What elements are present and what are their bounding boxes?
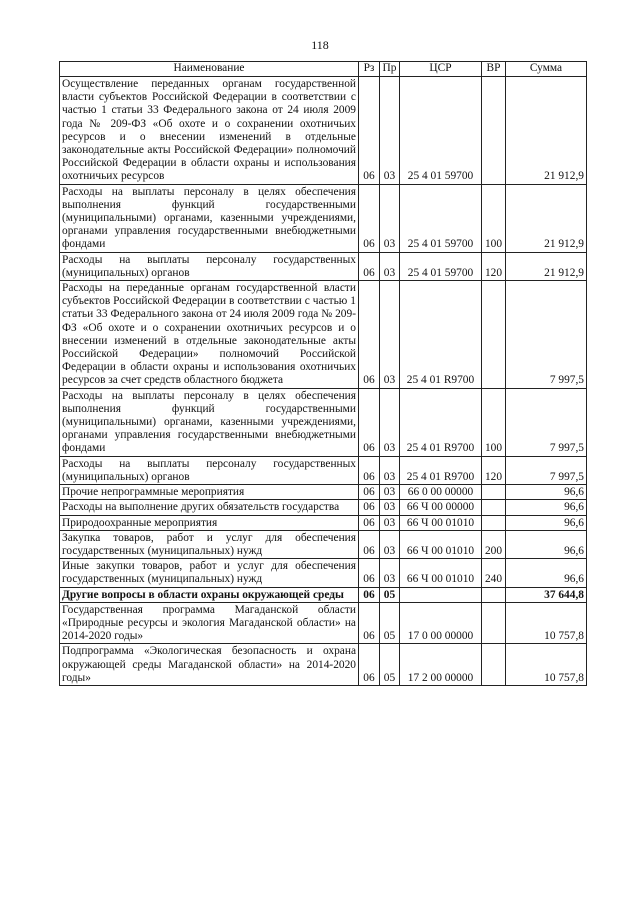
cell-rz: 06	[359, 644, 380, 686]
cell-vr	[482, 77, 506, 185]
cell-csr: 66 Ч 00 00000	[400, 500, 482, 515]
cell-vr: 240	[482, 559, 506, 587]
cell-vr: 200	[482, 530, 506, 558]
cell-vr	[482, 485, 506, 500]
cell-rz: 06	[359, 530, 380, 558]
cell-vr	[482, 281, 506, 389]
cell-name: Осуществление переданных органам государственной власти субъектов Российской Федерации в соответствии с частью 1 статьи 33 Федерального закона от 24 июля 2009 года № 209-ФЗ «Об охоте и о сохранении охотничьих ресурсов и о внесении изменений в отдельные законодательные акты Российской Федерации» полномочий Российской Федерации в области охраны и использования охотничьих ресурсов	[60, 77, 359, 185]
cell-sum: 7 997,5	[506, 281, 587, 389]
cell-pr: 03	[380, 485, 400, 500]
cell-rz: 06	[359, 456, 380, 484]
cell-csr: 25 4 01 59700	[400, 184, 482, 252]
table-row	[60, 485, 587, 500]
header-name: Наименование	[60, 62, 359, 77]
cell-csr: 66 0 00 00000	[400, 485, 482, 500]
cell-rz: 06	[359, 559, 380, 587]
cell-rz: 06	[359, 587, 380, 602]
table-body	[60, 77, 587, 686]
cell-csr: 66 Ч 00 01010	[400, 530, 482, 558]
table-row	[60, 184, 587, 252]
cell-csr: 17 0 00 00000	[400, 602, 482, 644]
cell-pr: 05	[380, 602, 400, 644]
cell-vr	[482, 587, 506, 602]
table-row	[60, 559, 587, 587]
cell-rz: 06	[359, 602, 380, 644]
cell-vr: 100	[482, 388, 506, 456]
cell-csr: 25 4 01 59700	[400, 77, 482, 185]
table-row	[60, 500, 587, 515]
cell-sum: 96,6	[506, 500, 587, 515]
cell-name: Расходы на переданные органам государственной власти субъектов Российской Федерации в соответствии с частью 1 статьи 33 Федерального закона от 24 июля 2009 года № 209-ФЗ «Об охоте и о сохранении охотничьих ресурсов и о внесении изменений в отдельные законодательные акты Российской Федерации» полномочий Российской Федерации в области охраны и использования охотничьих ресурсов за счет средств областного бюджета	[60, 281, 359, 389]
cell-sum: 96,6	[506, 485, 587, 500]
cell-sum: 10 757,8	[506, 644, 587, 686]
header-pr: Пр	[380, 62, 400, 77]
header-sum: Сумма	[506, 62, 587, 77]
page-number: 118	[311, 38, 329, 52]
cell-sum: 96,6	[506, 515, 587, 530]
cell-rz: 06	[359, 77, 380, 185]
cell-pr: 03	[380, 500, 400, 515]
cell-csr: 25 4 01 R9700	[400, 281, 482, 389]
cell-vr	[482, 602, 506, 644]
cell-pr: 03	[380, 456, 400, 484]
cell-vr	[482, 644, 506, 686]
cell-name: Закупка товаров, работ и услуг для обеспечения государственных (муниципальных) нужд	[60, 530, 359, 558]
budget-table	[59, 61, 587, 686]
cell-sum: 96,6	[506, 559, 587, 587]
cell-rz: 06	[359, 485, 380, 500]
cell-pr: 03	[380, 184, 400, 252]
cell-vr: 120	[482, 252, 506, 280]
cell-pr: 03	[380, 77, 400, 185]
cell-pr: 03	[380, 515, 400, 530]
cell-name: Расходы на выплаты персоналу в целях обеспечения выполнения функций государственными (муниципальными) органами, казенными учреждениями, органами управления государственными внебюджетными фондами	[60, 184, 359, 252]
cell-pr: 05	[380, 644, 400, 686]
table-row	[60, 252, 587, 280]
table-row	[60, 587, 587, 602]
cell-csr: 25 4 01 59700	[400, 252, 482, 280]
cell-name: Расходы на выплаты персоналу государственных (муниципальных) органов	[60, 456, 359, 484]
cell-sum: 21 912,9	[506, 184, 587, 252]
cell-rz: 06	[359, 515, 380, 530]
header-rz: Рз	[359, 62, 380, 77]
cell-sum: 96,6	[506, 530, 587, 558]
cell-sum: 37 644,8	[506, 587, 587, 602]
cell-rz: 06	[359, 281, 380, 389]
cell-csr: 17 2 00 00000	[400, 644, 482, 686]
cell-vr: 100	[482, 184, 506, 252]
cell-pr: 03	[380, 252, 400, 280]
cell-vr: 120	[482, 456, 506, 484]
cell-sum: 21 912,9	[506, 77, 587, 185]
cell-rz: 06	[359, 500, 380, 515]
cell-csr: 25 4 01 R9700	[400, 388, 482, 456]
cell-pr: 03	[380, 530, 400, 558]
cell-name: Расходы на выполнение других обязательств государства	[60, 500, 359, 515]
cell-name: Другие вопросы в области охраны окружающей среды	[60, 587, 359, 602]
cell-sum: 10 757,8	[506, 602, 587, 644]
cell-rz: 06	[359, 184, 380, 252]
table-row	[60, 515, 587, 530]
cell-sum: 7 997,5	[506, 388, 587, 456]
cell-csr: 66 Ч 00 01010	[400, 559, 482, 587]
cell-name: Подпрограмма «Экологическая безопасность и охрана окружающей среды Магаданской области» на 2014-2020 годы»	[60, 644, 359, 686]
cell-name: Природоохранные мероприятия	[60, 515, 359, 530]
cell-name: Иные закупки товаров, работ и услуг для обеспечения государственных (муниципальных) нужд	[60, 559, 359, 587]
header-vr: ВР	[482, 62, 506, 77]
cell-name: Расходы на выплаты персоналу государственных (муниципальных) органов	[60, 252, 359, 280]
table-row	[60, 388, 587, 456]
cell-rz: 06	[359, 388, 380, 456]
table-header-row	[60, 62, 587, 77]
header-csr: ЦСР	[400, 62, 482, 77]
cell-name: Государственная программа Магаданской области «Природные ресурсы и экология Магаданской области» на 2014-2020 годы»	[60, 602, 359, 644]
table-row	[60, 281, 587, 389]
cell-pr: 05	[380, 587, 400, 602]
table-row	[60, 456, 587, 484]
cell-sum: 21 912,9	[506, 252, 587, 280]
cell-pr: 03	[380, 388, 400, 456]
table-row	[60, 602, 587, 644]
cell-sum: 7 997,5	[506, 456, 587, 484]
cell-name: Расходы на выплаты персоналу в целях обеспечения выполнения функций государственными (муниципальными) органами, казенными учреждениями, органами управления государственными внебюджетными фондами	[60, 388, 359, 456]
cell-rz: 06	[359, 252, 380, 280]
table-row	[60, 530, 587, 558]
cell-vr	[482, 500, 506, 515]
cell-csr: 25 4 01 R9700	[400, 456, 482, 484]
cell-pr: 03	[380, 281, 400, 389]
cell-csr: 66 Ч 00 01010	[400, 515, 482, 530]
table-row	[60, 77, 587, 185]
cell-vr	[482, 515, 506, 530]
table-row	[60, 644, 587, 686]
cell-name: Прочие непрограммные мероприятия	[60, 485, 359, 500]
cell-pr: 03	[380, 559, 400, 587]
cell-csr	[400, 587, 482, 602]
